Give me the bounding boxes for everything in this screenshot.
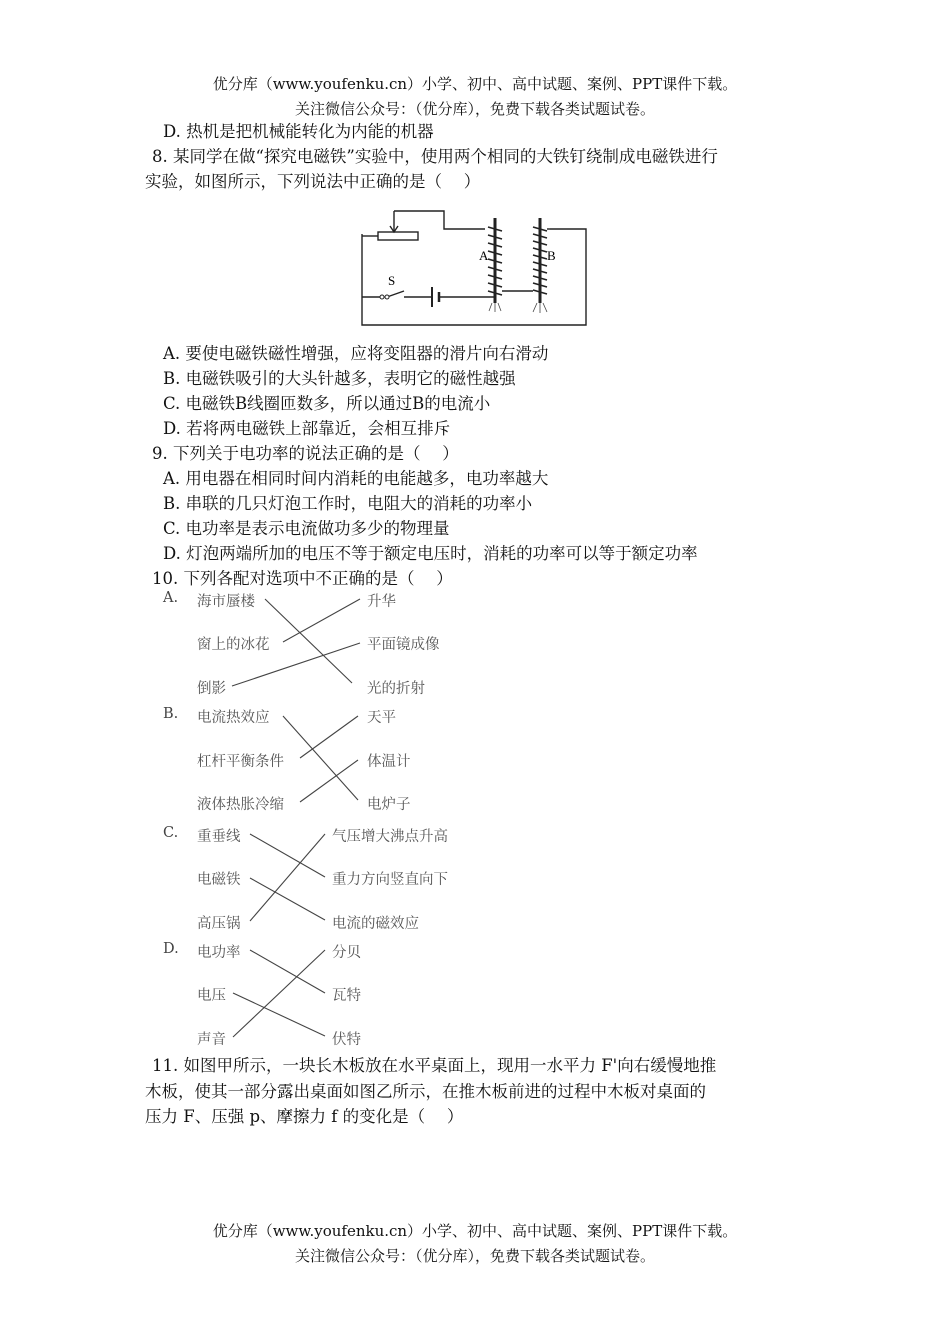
footer-line-1: 优分库（www.youfenku.cn）小学、初中、高中试题、案例、PPT课件下载。 [212,1222,738,1240]
label-b: B [547,248,556,263]
q10-a-right-2: 平面镜成像 [367,637,440,653]
q10-a-left-1: 海市蜃楼 [197,594,255,610]
q10-group-b-letter: B. [163,706,179,722]
q10-c-left-2: 电磁铁 [197,872,241,888]
q8-stem-line-1: 8. 某同学在做“探究电磁铁”实验中，使用两个相同的大铁钉绕制成电磁铁进行 [152,147,718,166]
q10-a-left-2: 窗上的冰花 [197,637,270,653]
q10-b-left-3: 液体热胀冷缩 [197,797,284,813]
q10-b-left-1: 电流热效应 [197,710,270,726]
q8-stem-line-2: 实验，如图所示，下列说法中正确的是（ ） [145,172,481,191]
q9-stem: 9. 下列关于电功率的说法正确的是（ ） [152,444,459,463]
q8-option-a: A. 要使电磁铁磁性增强，应将变阻器的滑片向右滑动 [163,344,549,363]
q8-option-c: C. 电磁铁B线圈匝数多，所以通过B的电流小 [163,394,491,413]
q9-option-b: B. 串联的几只灯泡工作时，电阻大的消耗的功率小 [163,494,533,513]
q10-stem: 10. 下列各配对选项中不正确的是（ ） [152,569,453,588]
header-line-2: 关注微信公众号：（优分库），免费下载各类试题试卷。 [294,100,655,118]
label-a: A [479,248,489,263]
q10-d-right-1: 分贝 [332,945,361,961]
q10-d-right-2: 瓦特 [332,988,361,1004]
q7-option-d: D. 热机是把机械能转化为内能的机器 [163,122,434,141]
header-line-1: 优分库（www.youfenku.cn）小学、初中、高中试题、案例、PPT课件下载。 [212,75,738,93]
q10-d-left-1: 电功率 [197,945,241,961]
q10-a-right-3: 光的折射 [367,681,425,697]
q10-a-right-1: 升华 [367,594,396,610]
q9-option-a: A. 用电器在相同时间内消耗的电能越多，电功率越大 [163,469,549,488]
footer-line-2: 关注微信公众号：（优分库），免费下载各类试题试卷。 [294,1247,655,1265]
q10-group-c-letter: C. [163,825,179,841]
q10-c-right-2: 重力方向竖直向下 [332,872,448,888]
q10-d-right-3: 伏特 [332,1032,361,1048]
q10-c-left-1: 重垂线 [197,829,241,845]
q10-c-right-3: 电流的磁效应 [332,916,419,932]
q10-group-a-letter: A. [163,590,179,606]
q10-b-right-1: 天平 [367,710,396,726]
q11-line-3: 压力 F、压强 p、摩擦力 f 的变化是（ ） [145,1107,464,1126]
q11-line-2: 木板，使其一部分露出桌面如图乙所示，在推木板前进的过程中木板对桌面的 [145,1082,706,1101]
q10-group-d-letter: D. [163,941,179,957]
q11-line-1: 11. 如图甲所示，一块长木板放在水平桌面上，现用一水平力 F'向右缓慢地推 [152,1056,717,1075]
q10-d-left-2: 电压 [197,988,226,1004]
q9-option-c: C. 电功率是表示电流做功多少的物理量 [163,519,450,538]
label-s: S [388,273,396,288]
q10-a-left-3: 倒影 [197,681,226,697]
q10-b-right-3: 电炉子 [367,797,411,813]
q10-c-right-1: 气压增大沸点升高 [332,829,448,845]
q8-option-b: B. 电磁铁吸引的大头针越多，表明它的磁性越强 [163,369,516,388]
q9-option-d: D. 灯泡两端所加的电压不等于额定电压时，消耗的功率可以等于额定功率 [163,544,698,563]
q10-d-left-3: 声音 [197,1032,226,1048]
q10-b-right-2: 体温计 [367,754,411,770]
q10-b-left-2: 杠杆平衡条件 [197,754,284,770]
q8-option-d: D. 若将两电磁铁上部靠近，会相互排斥 [163,419,451,438]
q10-c-left-3: 高压锅 [197,916,241,932]
